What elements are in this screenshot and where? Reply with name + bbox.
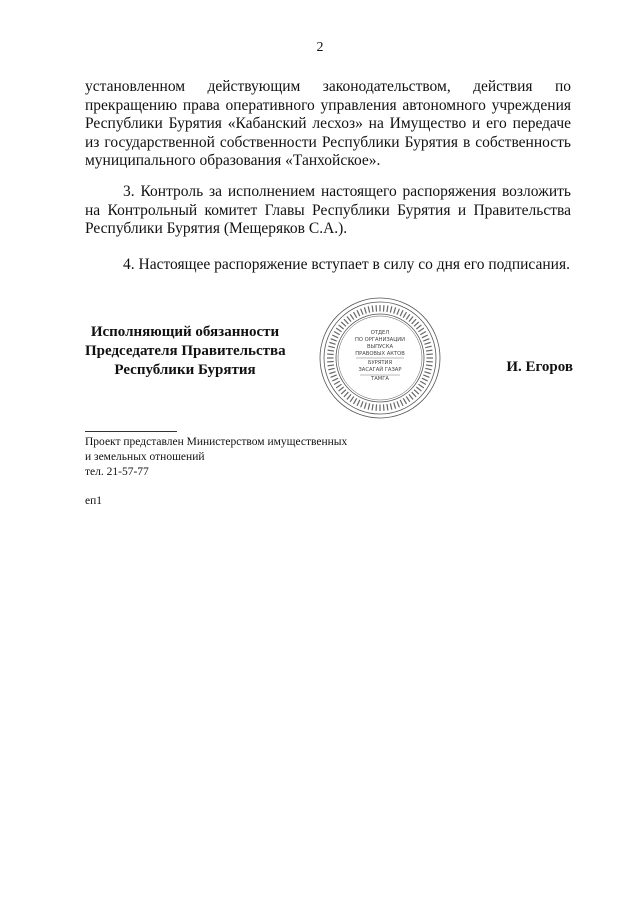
seal-ring-mark: [426, 350, 432, 351]
seal-ring-mark: [368, 403, 369, 409]
seal-ring-mark: [331, 339, 337, 341]
signatory-title: [85, 323, 285, 380]
footnote-line: и земельных отношений: [85, 451, 205, 463]
seal-ring-mark: [420, 332, 426, 335]
seal-ring-mark: [409, 317, 413, 322]
seal-ring-mark: [364, 402, 366, 408]
seal-ring-mark: [332, 335, 338, 338]
seal-ring-mark: [387, 306, 388, 312]
seal-ring-mark: [425, 368, 431, 369]
seal-ring-mark: [328, 350, 334, 351]
seal-ring-mark: [418, 384, 423, 388]
seal-ring-mark: [423, 339, 429, 341]
seal-ring-mark: [354, 398, 357, 404]
seal-ring-mark: [400, 310, 403, 316]
seal-ring-mark: [361, 401, 363, 407]
seal-ring-mark: [336, 328, 341, 332]
paragraph-item-4: 4. Настоящее распоряжение вступает в силу со дня его подписания.: [123, 256, 570, 273]
seal-ring-mark: [341, 390, 346, 394]
seal-ring-mark: [412, 392, 416, 397]
seal-ring-mark: [334, 381, 340, 384]
seal-ring-mark: [334, 332, 340, 335]
seal-ring-mark: [390, 403, 391, 409]
seal-ring-mark: [344, 392, 348, 397]
seal-ring-mark: [394, 402, 396, 408]
seal-inner-text: ТАМГА: [371, 376, 389, 382]
seal-ring-mark: [329, 342, 335, 344]
seal-ring-mark: [368, 306, 369, 312]
seal-ring-mark: [364, 307, 366, 313]
footnote-line: Проект представлен Министерством имущественных: [85, 436, 348, 448]
seal-ring-mark: [390, 306, 391, 312]
seal-inner-text: ПРАВОВЫХ АКТОВ: [355, 351, 405, 357]
seal-ring-mark: [347, 394, 351, 399]
seal-ring-mark: [400, 400, 403, 406]
seal-ring-mark: [424, 342, 430, 344]
seal-ring-mark: [394, 307, 396, 313]
seal-ring-mark: [387, 404, 388, 410]
seal-ring-mark: [409, 394, 413, 399]
typist-initials: еп1: [85, 495, 103, 507]
seal-ring-mark: [426, 365, 432, 366]
seal-ring-mark: [425, 346, 431, 347]
seal-ring-mark: [357, 310, 360, 316]
signatory-name: И. Егоров: [506, 359, 573, 375]
seal-inner-text: ПО ОРГАНИЗАЦИИ: [354, 337, 406, 343]
seal-ring-mark: [339, 387, 344, 391]
paragraph-continuation: установленном действующим законодательством, действия по прекращению права оперативного управления автономного учреждения Республики Бурятия «Кабанский лесхоз» на Имущество и его передаче из государственной собственности Республики Бурятия в собственность муниципального образования «Танхойское».: [85, 78, 571, 169]
seal-ring-mark: [336, 384, 341, 388]
seal-ring-mark: [423, 375, 429, 377]
seal-ring-mark: [328, 368, 334, 369]
seal-ring-mark: [403, 312, 406, 318]
footnote: [85, 435, 347, 480]
seal-ring-mark: [414, 322, 419, 326]
seal-inner-text: БУРЯТИЯ: [367, 360, 393, 366]
seal-ring-mark: [412, 319, 416, 324]
seal-ring-mark: [416, 325, 421, 329]
seal-ring-mark: [350, 396, 354, 401]
signatory-title-line: Председателя Правительства: [85, 343, 286, 359]
seal-inner-text: ВЫПУСКА: [366, 344, 394, 350]
paragraph-item-3: 3. Контроль за исполнением настоящего распоряжения возложить на Контрольный комитет Главы Республики Бурятия и Правительства Республики Бурятия (Мещеряков С.А.).: [85, 183, 571, 237]
seal-ring-mark: [341, 322, 346, 326]
seal-ring-mark: [418, 328, 423, 332]
seal-ring-mark: [414, 390, 419, 394]
seal-ring-mark: [332, 378, 338, 381]
seal-ring-mark: [424, 372, 430, 374]
seal-ring-mark: [397, 309, 399, 315]
official-seal: [318, 296, 442, 420]
seal-ring-mark: [350, 314, 354, 319]
seal-ring-mark: [328, 346, 334, 347]
seal-ring-mark: [416, 387, 421, 391]
seal-ring-mark: [397, 401, 399, 407]
seal-ring-mark: [361, 309, 363, 315]
seal-inner-text: ОТДЕЛ: [370, 330, 390, 336]
seal-ring-mark: [406, 396, 410, 401]
seal-ring-mark: [372, 404, 373, 410]
seal-ring-mark: [422, 378, 428, 381]
page-number: 2: [316, 40, 324, 55]
signatory-title-line: Республики Бурятия: [114, 362, 256, 378]
seal-ring-mark: [422, 335, 428, 338]
seal-ring-mark: [339, 325, 344, 329]
seal-ring-mark: [420, 381, 426, 384]
seal-ring-mark: [372, 306, 373, 312]
seal-ring-mark: [357, 400, 360, 406]
seal-ring-mark: [347, 317, 351, 322]
seal-ring-mark: [403, 398, 406, 404]
seal-ring-mark: [406, 314, 410, 319]
seal-ring-mark: [331, 375, 337, 377]
seal-ring-mark: [329, 372, 335, 374]
seal-ring-mark: [344, 319, 348, 324]
seal-inner-text: ЗАСАГАЙ ГАЗАР: [358, 367, 402, 373]
signatory-title-line: Исполняющий обязанности: [90, 324, 280, 340]
footnote-line: тел. 21-57-77: [85, 466, 149, 478]
seal-ring-mark: [354, 312, 357, 318]
seal-ring-mark: [328, 365, 334, 366]
footnote-divider: [85, 431, 177, 432]
